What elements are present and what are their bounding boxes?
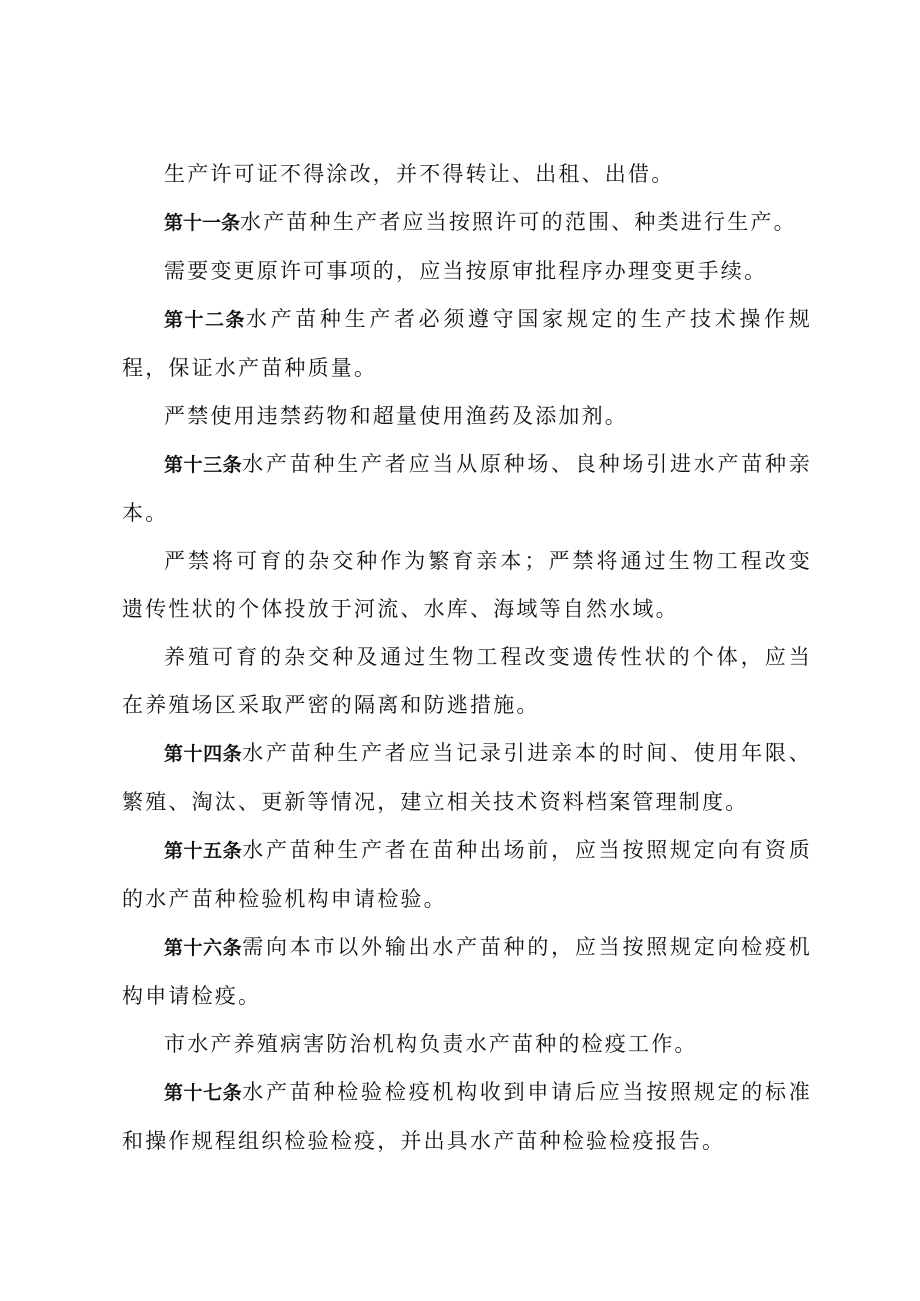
paragraph-text: 水产苗种生产者必须遵守国家规定的生产技术操作规程，保证水产苗种质量。 [122, 307, 812, 380]
article-13-paragraph [122, 440, 812, 537]
article-15-paragraph [122, 826, 812, 923]
paragraph-1 [122, 150, 812, 198]
paragraph-5 [122, 392, 812, 440]
document-body [122, 150, 812, 1165]
paragraph-7 [122, 537, 812, 633]
paragraph-text: 生产许可证不得涂改，并不得转让、出租、出借。 [164, 162, 675, 186]
paragraph-text: 严禁使用违禁药物和超量使用渔药及添加剂。 [164, 404, 628, 428]
article-17-paragraph [122, 1068, 812, 1165]
paragraph-text: 水产苗种检验检疫机构收到申请后应当按照规定的标准和操作规程组织检验检疫，并出具水产苗种检验检疫报告。 [122, 1080, 812, 1153]
article-number: 第十五条 [164, 840, 243, 862]
article-number: 第十六条 [164, 937, 243, 959]
paragraph-text: 养殖可育的杂交种及通过生物工程改变遗传性状的个体，应当在养殖场区采取严密的隔离和防逃措施。 [122, 645, 812, 717]
article-number: 第十一条 [164, 212, 241, 234]
article-12-paragraph [122, 295, 812, 392]
paragraph-text: 水产苗种生产者在苗种出场前，应当按照规定向有资质的水产苗种检验机构申请检验。 [122, 838, 812, 911]
paragraph-text: 水产苗种生产者应当记录引进亲本的时间、使用年限、繁殖、淘汰、更新等情况，建立相关技术资料档案管理制度。 [122, 741, 812, 814]
article-14-paragraph [122, 729, 812, 826]
article-11-paragraph [122, 198, 812, 247]
article-16-paragraph [122, 923, 812, 1020]
paragraph-text: 需向本市以外输出水产苗种的，应当按照规定向检疫机构申请检疫。 [122, 935, 812, 1008]
article-number: 第十七条 [164, 1082, 243, 1104]
paragraph-text: 需要变更原许可事项的，应当按原审批程序办理变更手续。 [164, 259, 768, 283]
article-number: 第十三条 [164, 454, 243, 476]
paragraph-text: 水产苗种生产者应当从原种场、良种场引进水产苗种亲本。 [122, 452, 812, 525]
paragraph-3 [122, 247, 812, 295]
paragraph-text: 市水产养殖病害防治机构负责水产苗种的检疫工作。 [164, 1032, 698, 1056]
article-number: 第十二条 [164, 309, 246, 331]
article-number: 第十四条 [164, 743, 243, 765]
paragraph-8 [122, 633, 812, 729]
paragraph-text: 水产苗种生产者应当按照许可的范围、种类进行生产。 [240, 210, 797, 234]
paragraph-text: 严禁将可育的杂交种作为繁育亲本；严禁将通过生物工程改变遗传性状的个体投放于河流、水库、海域等自然水域。 [122, 549, 812, 621]
paragraph-12 [122, 1020, 812, 1068]
